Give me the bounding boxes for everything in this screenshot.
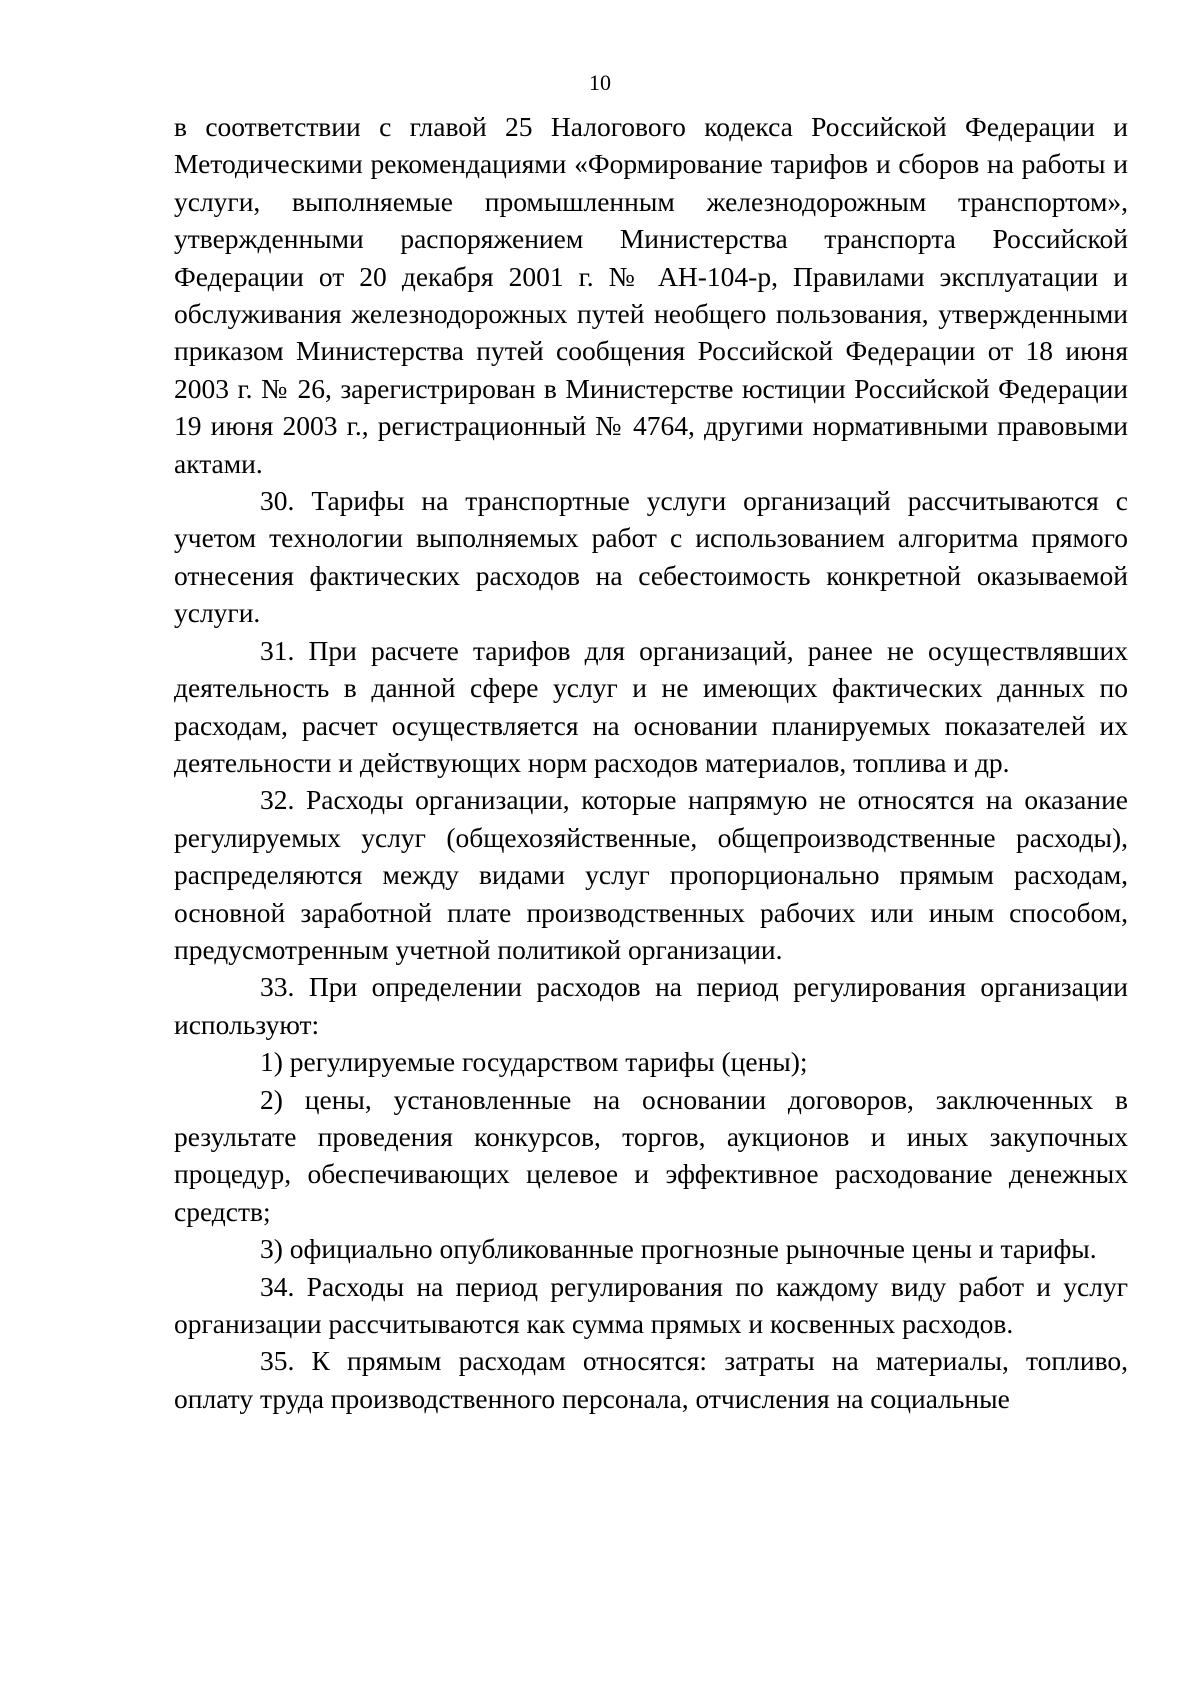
list-item-3: 3) официально опубликованные прогнозные рыночные цены и тарифы.	[260, 1233, 1097, 1265]
page-number: 10	[589, 70, 611, 95]
document-body	[174, 108, 1128, 1417]
paragraph-32: 32. Расходы организации, которые напрямую не относятся на оказание регулируемых услуг (общехозяйственные, общепроизводственные расходы), распределяются между видами услуг пропорционально прямым расходам, основной заработной плате производственных рабочих или иным способом, предусмотренным учетной политикой организации.	[174, 784, 1128, 965]
paragraph-34: 34. Расходы на период регулирования по каждому виду работ и услуг организации рассчитываются как сумма прямых и косвенных расходов.	[174, 1270, 1128, 1339]
paragraph-31: 31. При расчете тарифов для организаций, ранее не осуществлявших деятельность в данной сфере услуг и не имеющих фактических данных по расходам, расчет осуществляется на основании планируемых показателей их деятельности и действующих норм расходов материалов, топлива и др.	[174, 634, 1128, 778]
paragraph-continuation: в соответствии с главой 25 Налогового кодекса Российской Федерации и Методическими рекомендациями «Формирование тарифов и сборов на работы и услуги, выполняемые промышленным железнодорожным транспортом», утвержденными распоряжением Министерства транспорта Российской Федерации от 20 декабря 2001 г. № АН-104-р, Правилами эксплуатации и обслуживания железнодорожных путей необщего пользования, утвержденными приказом Министерства путей сообщения Российской Федерации от 18 июня 2003 г. № 26, зарегистрирован в Министерстве юстиции Российской Федерации 19 июня 2003 г., регистрационный № 4764, другими нормативными правовыми актами.	[174, 111, 1128, 479]
list-item-1: 1) регулируемые государством тарифы (цены);	[260, 1046, 808, 1078]
paragraph-33: 33. При определении расходов на период регулирования организации используют:	[174, 971, 1128, 1040]
paragraph-35: 35. К прямым расходам относятся: затраты на материалы, топливо, оплату труда производственного персонала, отчисления на социальные	[174, 1345, 1128, 1414]
list-item-2: 2) цены, установленные на основании договоров, заключенных в результате проведения конкурсов, торгов, аукционов и иных закупочных процедур, обеспечивающих целевое и эффективное расходование денежных средств;	[174, 1083, 1128, 1227]
paragraph-30: 30. Тарифы на транспортные услуги организаций рассчитываются с учетом технологии выполняемых работ с использованием алгоритма прямого отнесения фактических расходов на себестоимость конкретной оказываемой услуги.	[174, 485, 1128, 629]
